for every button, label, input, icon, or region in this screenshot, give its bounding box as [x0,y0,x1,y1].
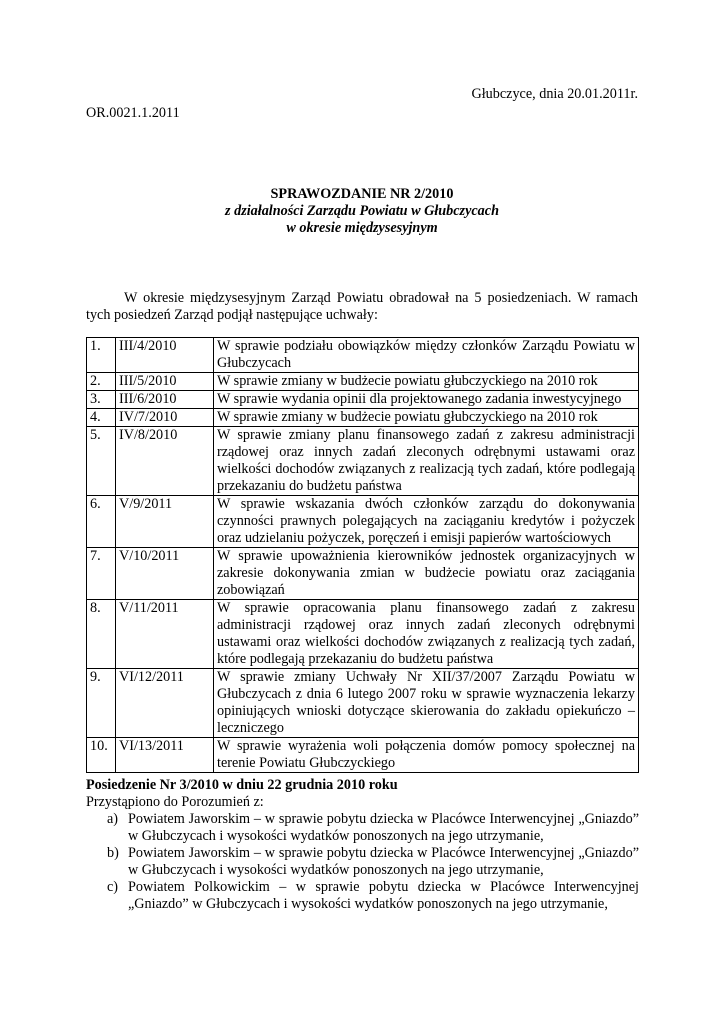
list-marker: c) [107,879,119,895]
meeting-section [86,777,639,913]
list-item-text: Powiatem Jaworskim – w sprawie pobytu dziecka w Placówce Interwencyjnej „Gniazdo” w Głubczycach i wysokości wydatków ponoszonych na jego utrzymanie, [128,811,639,844]
row-number: 4. [87,409,116,427]
resolution-subject: W sprawie upoważnienia kierowników jednostek organizacyjnych w zakresie dokonywania zmian w budżecie powiatu oraz zaciągania zobowiązań [214,548,639,600]
row-number: 5. [87,427,116,496]
table-row [87,427,639,496]
meeting-lead: Przystąpiono do Porozumień z: [86,794,264,810]
report-title: SPRAWOZDANIE NR 2/2010 [270,186,454,202]
list-marker: b) [107,845,119,861]
list-item [86,811,639,845]
resolution-code: VI/13/2011 [116,738,214,773]
resolution-subject: W sprawie opracowania planu finansowego zadań z zakresu administracji rządowej oraz innych zadań zleconych odrębnymi ustawami oraz wielkości dochodów związanych z realizacją tych zadań, które podlegają przekazaniu do budżetu państwa [214,600,639,669]
meeting-heading: Posiedzenie Nr 3/2010 w dniu 22 grudnia 2010 roku [86,777,398,793]
list-item-text: Powiatem Jaworskim – w sprawie pobytu dziecka w Placówce Interwencyjnej „Gniazdo” w Głubczycach i wysokości wydatków ponoszonych na jego utrzymanie, [128,845,639,878]
resolution-code: VI/12/2011 [116,669,214,738]
table-row [87,409,639,427]
resolution-code: V/9/2011 [116,496,214,548]
resolution-code: III/6/2010 [116,391,214,409]
table-row [87,338,639,373]
table-row [87,496,639,548]
row-number: 7. [87,548,116,600]
resolution-subject: W sprawie zmiany planu finansowego zadań z zakresu administracji rządowej oraz innych zadań zleconych odrębnymi ustawami oraz wielkości dochodów związanych z realizacją tych zadań, które podlegają przekazaniu do budżetu państwa [214,427,639,496]
resolution-subject: W sprawie wskazania dwóch członków zarządu do dokonywania czynności prawnych polegających na zaciąganiu kredytów i pożyczek oraz udzielaniu pożyczek, poręczeń i emisji papierów wartościowych [214,496,639,548]
row-number: 6. [87,496,116,548]
row-number: 8. [87,600,116,669]
title-block [0,186,724,237]
resolution-code: IV/7/2010 [116,409,214,427]
table-row [87,738,639,773]
list-marker: a) [107,811,119,827]
row-number: 3. [87,391,116,409]
intro-paragraph [86,290,638,324]
resolution-subject: W sprawie zmiany w budżecie powiatu głubczyckiego na 2010 rok [214,373,639,391]
document-date: Głubczyce, dnia 20.01.2011r. [471,86,638,102]
list-item [86,845,639,879]
table-row [87,669,639,738]
agreements-list [86,811,639,913]
document-reference: OR.0021.1.2011 [86,105,180,121]
list-item-text: Powiatem Polkowickim – w sprawie pobytu dziecka w Placówce Interwencyjnej „Gniazdo” w Głubczycach i wysokości wydatków ponoszonych na jego utrzymanie, [128,879,639,912]
resolution-code: III/5/2010 [116,373,214,391]
list-item [86,879,639,913]
row-number: 2. [87,373,116,391]
resolution-code: V/10/2011 [116,548,214,600]
table-row [87,548,639,600]
resolution-code: IV/8/2010 [116,427,214,496]
table-row [87,391,639,409]
resolution-subject: W sprawie zmiany Uchwały Nr XII/37/2007 Zarządu Powiatu w Głubczycach z dnia 6 lutego 2007 roku w sprawie wyznaczenia lekarzy opiniujących wnioski dotyczące skierowania do zakładu opiekuńczo – leczniczego [214,669,639,738]
intro-text: W okresie międzysesyjnym Zarząd Powiatu obradował na 5 posiedzeniach. W ramach tych posiedzeń Zarząd podjął następujące uchwały: [86,290,638,323]
table-row [87,600,639,669]
report-period: w okresie międzysesyjnym [286,220,438,236]
resolution-subject: W sprawie wydania opinii dla projektowanego zadania inwestycyjnego [214,391,639,409]
resolution-code: V/11/2011 [116,600,214,669]
resolution-subject: W sprawie podziału obowiązków między członków Zarządu Powiatu w Głubczycach [214,338,639,373]
resolution-code: III/4/2010 [116,338,214,373]
resolutions-table [86,337,639,773]
table-row [87,373,639,391]
resolution-subject: W sprawie wyrażenia woli połączenia domów pomocy społecznej na terenie Powiatu Głubczyckiego [214,738,639,773]
row-number: 10. [87,738,116,773]
report-subtitle: z działalności Zarządu Powiatu w Głubczycach [225,203,499,219]
row-number: 1. [87,338,116,373]
resolution-subject: W sprawie zmiany w budżecie powiatu głubczyckiego na 2010 rok [214,409,639,427]
row-number: 9. [87,669,116,738]
